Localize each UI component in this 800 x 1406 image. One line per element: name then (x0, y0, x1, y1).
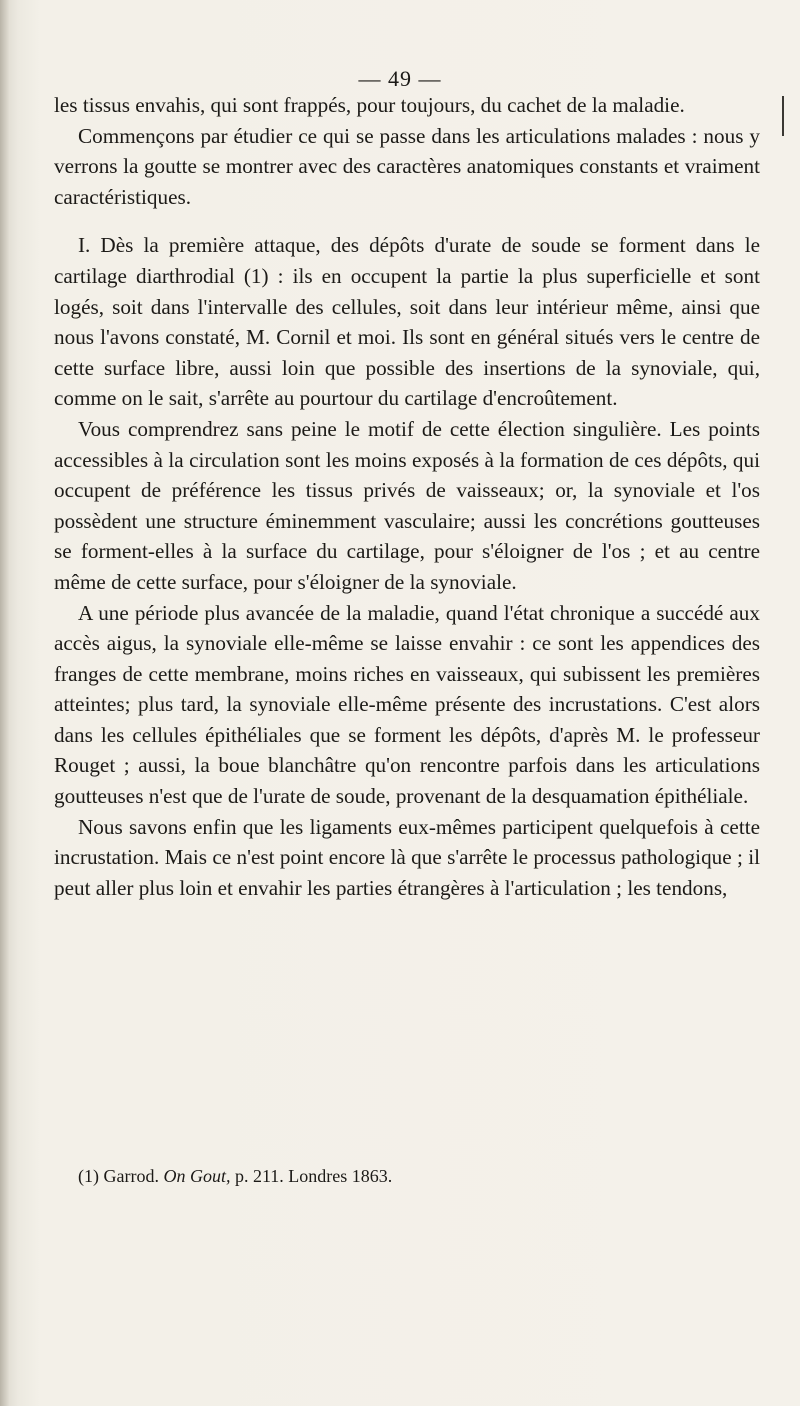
footnote-title: On Gout, (163, 1166, 231, 1186)
paragraph-advanced-period: A une période plus avancée de la maladie, quand l'état chronique a succédé aux accès aigus, la synoviale elle-même se laisse envahir : ce sont les appendices des franges de cette membrane, moins riches en vaisseaux, qui subissent les premières atteintes; plus tard, la synoviale elle-même présente des incrustations. C'est alors dans les cellules épithéliales que se forment les dépôts, d'après M. le professeur Rouget ; aussi, la boue blanchâtre qu'on rencontre parfois dans les articulations goutteuses n'est que de l'urate de soude, provenant de la desquamation épithéliale. (54, 600, 760, 809)
margin-bracket-mark (776, 96, 784, 136)
page-binding-edge (0, 0, 10, 1406)
paragraph-section-one: I. Dès la première attaque, des dépôts d'urate de soude se forment dans le cartilage diarthrodial (1) : ils en occupent la partie la plus superficielle et sont logés, soit dans l'intervalle des cellules, soit dans leur intérieur même, ainsi que nous l'avons constaté, M. Cornil et moi. Ils sont en général situés vers le centre de cette surface libre, aussi loin que possible des insertions de la synoviale, qui, comme on le sait, s'arrête au pourtour du cartilage d'encroûtement. (54, 233, 760, 411)
paragraph-election: Vous comprendrez sans peine le motif de cette élection singulière. Les points accessibles à la circulation sont les moins exposés à la formation de ces dépôts, qui occupent de préférence les tissus privés de vaisseaux; or, la synoviale et l'os possèdent une structure éminemment vasculaire; aussi les concrétions goutteuses se forment-elles à la surface du cartilage, pour s'éloigner de l'os ; et au centre même de cette surface, pour s'éloigner de la synoviale. (54, 416, 760, 594)
body-text (54, 90, 760, 903)
footnote-marker: (1) Garrod. (78, 1166, 159, 1186)
footnote-reference: p. 211. Londres 1863. (234, 1166, 393, 1186)
footnote (78, 1165, 758, 1187)
paragraph-intro: Commençons par étudier ce qui se passe dans les articulations malades : nous y verrons la goutte se montrer avec des caractères anatomiques constants et vraiment caractéristiques. (54, 123, 760, 209)
paragraph-continuation: les tissus envahis, qui sont frappés, pour toujours, du cachet de la maladie. (54, 93, 685, 117)
paragraph-ligaments: Nous savons enfin que les ligaments eux-mêmes participent quelquefois à cette incrustation. Mais ce n'est point encore là que s'arrête le processus pathologique ; il peut aller plus loin et envahir les parties étrangères à l'articulation ; les tendons, (54, 814, 760, 900)
page-number: — 49 — (358, 66, 442, 91)
